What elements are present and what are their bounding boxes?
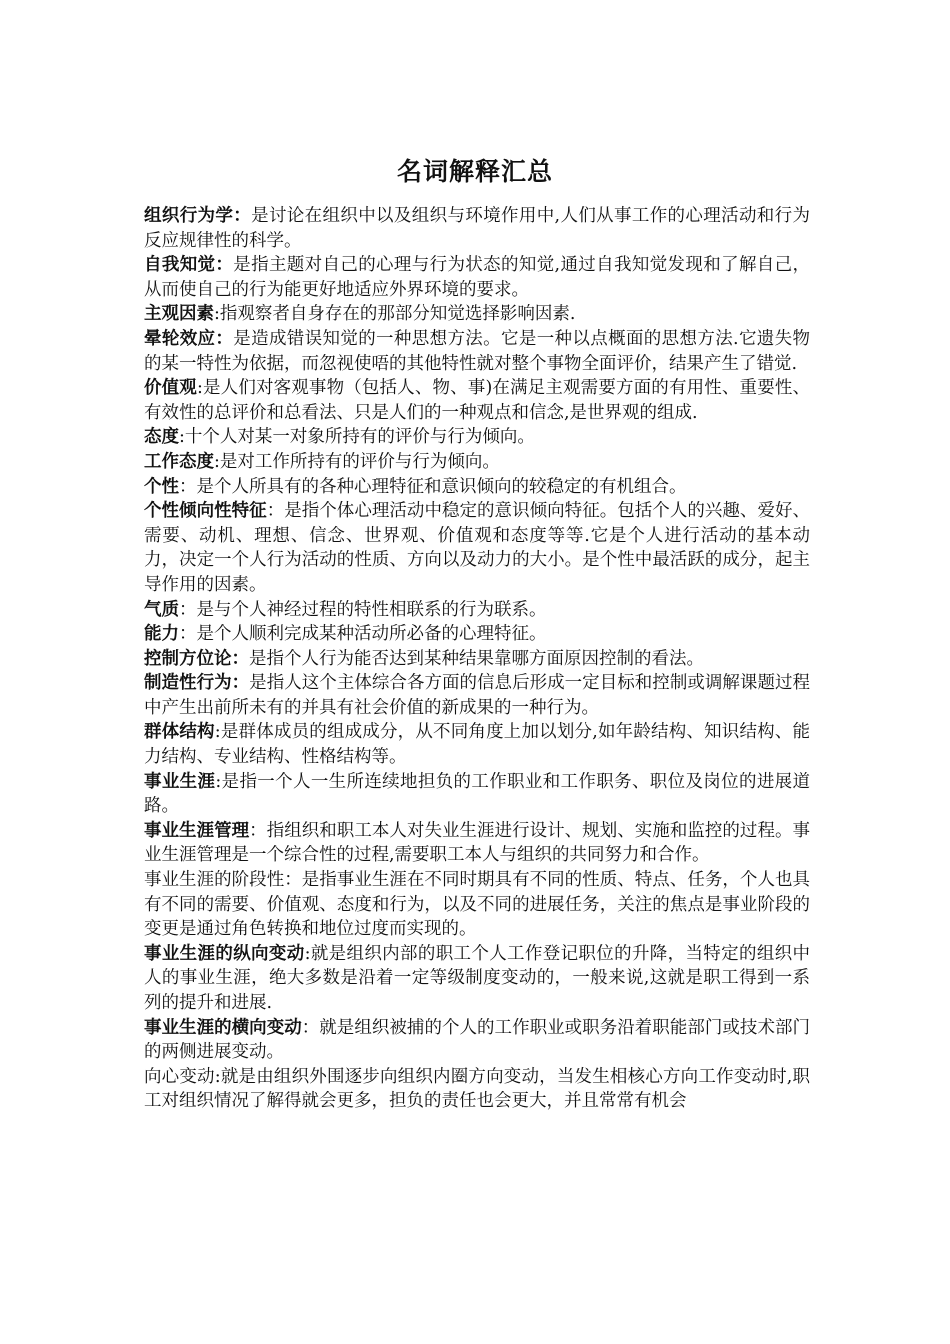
entry-definition: 是讨论在组织中以及组织与环境作用中,人们从事工作的心理活动和行为反应规律性的科学。 [144, 206, 811, 251]
glossary-entry [144, 671, 810, 720]
entry-definition: 是指个人行为能否达到某种结果靠哪方面原因控制的看法。 [249, 648, 704, 669]
glossary-list [144, 204, 810, 1114]
entry-definition: :就是由组织外围逐步向组织内圈方向变动，当发生相核心方向工作变动时,职工对组织情况了解得就会更多，担负的责任也会更大，并且常常有机会 [144, 1066, 810, 1112]
glossary-entry [144, 598, 810, 623]
entry-term: 晕轮效应： [144, 328, 234, 349]
glossary-entry [144, 868, 810, 942]
entry-term: 态度 [144, 427, 179, 448]
entry-definition: :是群体成员的组成成分，从不同角度上加以划分,如年龄结构、知识结构、能力结构、专业结构、性格结构等。 [144, 722, 810, 768]
glossary-entry [144, 499, 810, 597]
glossary-entry [144, 647, 810, 672]
entry-definition: :就是组织内部的职工个人工作登记职位的升降，当特定的组织中人的事业生涯，绝大多数是沿着一定等级制度变动的，一般来说,这就是职工得到一系列的提升和进展. [144, 943, 811, 1013]
entry-definition: :是人们对客观事物（包括人、物、事)在满足主观需要方面的有用性、重要性、有效性的总评价和总看法、只是人们的一种观点和信念,是世界观的组成. [144, 378, 810, 423]
entry-definition: ：就是组织被捕的个人的工作职业或职务沿着职能部门或技术部门的两侧进展变动。 [144, 1017, 811, 1063]
entry-term: 向心变动 [144, 1066, 215, 1087]
entry-term: 主观因素 [144, 304, 214, 325]
glossary-entry [144, 942, 810, 1016]
glossary-entry [144, 302, 810, 327]
entry-term: 事业生涯的阶段性 [144, 870, 285, 891]
entry-definition: ：是与个人神经过程的特性相联系的行为联系。 [179, 599, 547, 620]
entry-term: 价值观 [144, 378, 197, 399]
entry-term: 控制方位论： [144, 648, 249, 669]
entry-definition: :是对工作所持有的评价与行为倾向。 [214, 451, 500, 472]
entry-definition: :指观察者自身存在的那部分知觉选择影响因素. [214, 304, 576, 325]
glossary-entry [144, 1016, 810, 1065]
glossary-entry [144, 204, 810, 253]
entry-term: 事业生涯的横向变动 [144, 1017, 302, 1038]
glossary-entry [144, 475, 810, 500]
entry-definition: ：是指事业生涯在不同时期具有不同的性质、特点、任务，个人也具有不同的需要、价值观、态度和行为，以及不同的进展任务，关注的焦点是事业阶段的变更是通过角色转换和地位过度而实现的。 [144, 870, 811, 940]
entry-term: 组织行为学： [144, 206, 252, 226]
entry-definition: :十个人对某一对象所持有的评价与行为倾向。 [179, 427, 535, 448]
glossary-entry [144, 720, 810, 769]
glossary-entry [144, 819, 810, 868]
glossary-entry [144, 253, 810, 302]
entry-term: 能力 [144, 624, 179, 645]
entry-term: 气质 [144, 599, 179, 620]
entry-term: 个性 [144, 476, 179, 497]
entry-definition: :是指一个人一生所连续地担负的工作职业和工作职务、职位及岗位的进展道路。 [144, 771, 811, 817]
entry-term: 事业生涯管理 [144, 820, 250, 841]
glossary-entry [144, 770, 810, 819]
entry-term: 事业生涯 [144, 771, 216, 792]
entry-definition: 是指人这个主体综合各方面的信息后形成一定目标和控制或调解课题过程中产生出前所未有的并具有社会价值的新成果的一种行为。 [144, 673, 811, 718]
entry-term: 制造性行为： [144, 673, 250, 694]
entry-term: 事业生涯的纵向变动 [144, 943, 305, 964]
entry-definition: 是造成错误知觉的一种思想方法。它是一种以点概面的思想方法.它遗失物的某一特性为依据，而忽视使唔的其他特性就对整个事物全面评价，结果产生了错觉. [144, 328, 810, 374]
entry-term: 工作态度 [144, 451, 214, 472]
entry-term: 个性倾向性特征 [144, 501, 267, 522]
glossary-entry [144, 425, 810, 450]
entry-definition: ：是个人顺利完成某种活动所必备的心理特征。 [179, 624, 547, 645]
entry-definition: ：是个人所具有的各种心理特征和意识倾向的较稳定的有机组合。 [179, 476, 687, 497]
glossary-entry [144, 327, 810, 376]
entry-term: 自我知觉： [144, 255, 234, 276]
entry-term: 群体结构 [144, 722, 215, 743]
glossary-entry [144, 1065, 810, 1114]
entry-definition: ：指组织和职工本人对失业生涯进行设计、规划、实施和监控的过程。事业生涯管理是一个综合性的过程,需要职工本人与组织的共同努力和合作。 [144, 820, 811, 866]
page-title: 名词解释汇总 [396, 157, 553, 186]
glossary-entry [144, 622, 810, 647]
glossary-entry [144, 376, 810, 425]
entry-definition: 是指主题对自己的心理与行为状态的知觉,通过自我知觉发现和了解自己，从而使自己的行为能更好地适应外界环境的要求。 [144, 255, 810, 300]
glossary-entry [144, 450, 810, 475]
entry-definition: ：是指个体心理活动中稳定的意识倾向特征。包括个人的兴趣、爱好、需要、动机、理想、信念、世界观、价值观和态度等等.它是个人进行活动的基本动力，决定一个人行为活动的性质、方向以及动力的大小。是个性中最活跃的成分，起主导作用的因素。 [144, 501, 811, 595]
